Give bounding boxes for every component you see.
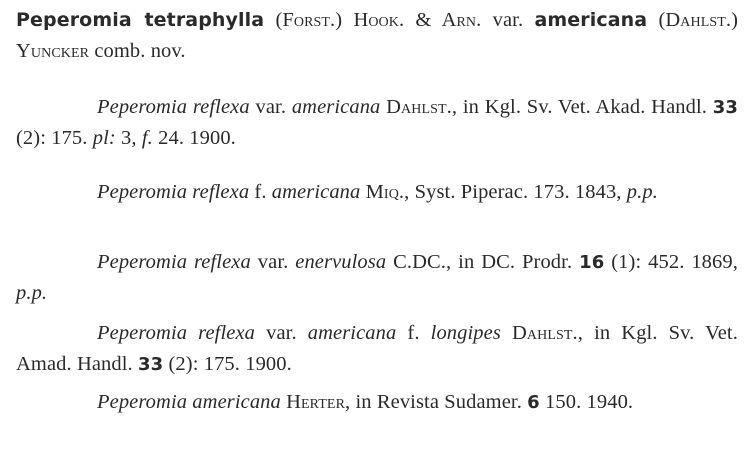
- figure-label: f.: [141, 127, 153, 149]
- publication: in Kgl. Sv. Vet. Amad. Handl.: [16, 322, 738, 375]
- synonym-rank: f.: [254, 181, 267, 203]
- variety-name: americana: [534, 9, 648, 31]
- publication: in Revista Sudamer.: [355, 391, 522, 413]
- synonym-name: Peperomia reflexa: [97, 251, 251, 273]
- synonym-entry: [16, 318, 738, 380]
- figure-number: 24. 1900.: [158, 127, 236, 149]
- synonym-name: Peperomia reflexa: [97, 96, 250, 118]
- synonym-entry: [16, 387, 738, 418]
- volume-number: 6: [527, 392, 540, 413]
- taxon-name: Peperomia tetraphylla: [16, 9, 265, 31]
- synonym-author: C.DC.,: [393, 251, 452, 273]
- synonym-name: Peperomia reflexa: [97, 322, 256, 344]
- synonym-entry: [16, 92, 738, 154]
- pro-parte-label: p.p.: [16, 282, 48, 304]
- synonym-author: Herter,: [286, 391, 351, 413]
- rank-label: var.: [492, 9, 524, 31]
- synonym-author: Dahlst.,: [386, 96, 458, 118]
- synonym-entry: [16, 247, 738, 309]
- synonym-name: Peperomia americana: [97, 391, 281, 413]
- synonym-epithet: enervulosa: [295, 251, 387, 273]
- synonym-author: Miq.,: [365, 181, 410, 203]
- volume-number: 16: [579, 252, 605, 273]
- pro-parte-label: p.p.: [626, 181, 658, 203]
- volume-number: 33: [712, 97, 739, 118]
- variety-authors: (Dahlst.) Yuncker: [16, 9, 739, 62]
- plate-label: pl:: [92, 127, 116, 149]
- taxon-authors: (Forst.) Hook. & Arn.: [275, 9, 482, 31]
- publication: in Kgl. Sv. Vet. Akad. Handl.: [462, 96, 708, 118]
- synonym-author: Dahlst.,: [512, 322, 583, 344]
- synonym-rank: var.: [255, 96, 287, 118]
- synonym-epithet: americana: [271, 181, 361, 203]
- plate-number: 3,: [121, 127, 137, 149]
- synonym-rank: f.: [407, 322, 420, 344]
- synonym-name: Peperomia reflexa: [97, 181, 250, 203]
- publication: in DC. Prodr.: [458, 251, 573, 273]
- publication: Syst. Piperac. 173. 1843,: [414, 181, 622, 203]
- synonym-rank: var.: [257, 251, 289, 273]
- publication-pages: (2): 175.: [16, 127, 88, 149]
- synonym-epithet: longipes: [430, 322, 501, 344]
- synonym-epithet: americana: [291, 96, 381, 118]
- comb-nov-label: comb. nov.: [94, 40, 186, 62]
- synonym-rank: var.: [266, 322, 297, 344]
- publication-pages: (2): 175. 1900.: [168, 353, 292, 375]
- publication-pages: 150. 1940.: [545, 391, 634, 413]
- publication-pages: (1): 452. 1869,: [611, 251, 738, 273]
- synonym-epithet: americana: [307, 322, 397, 344]
- taxon-heading: [16, 5, 738, 67]
- volume-number: 33: [138, 354, 164, 375]
- synonym-entry: [16, 177, 738, 208]
